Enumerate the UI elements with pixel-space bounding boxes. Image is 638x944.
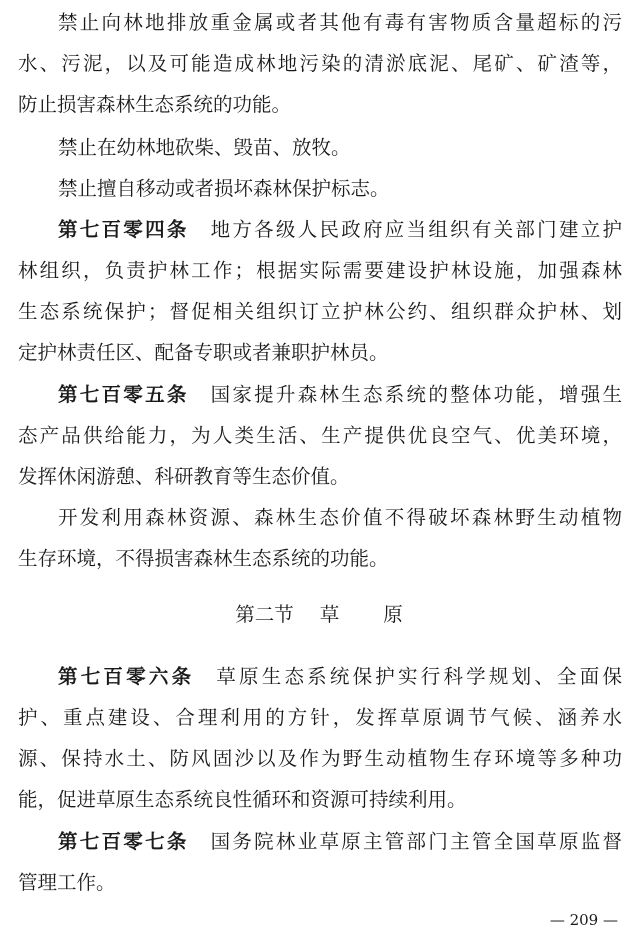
page-number: — 209 — <box>549 911 618 929</box>
text-line: 源、保持水土、防风固沙以及作为野生动植物生存环境等多种功 <box>18 747 622 770</box>
text-line: 国务院林业草原主管部门主管全国草原监督 <box>210 830 622 853</box>
text-line: 防止损害森林生态系统的功能。 <box>18 93 292 116</box>
text-line: 开发利用森林资源、森林生态价值不得破坏森林野生动植物 <box>58 506 622 529</box>
text-line: 定护林责任区、配备专职或者兼职护林员。 <box>18 341 389 364</box>
text-line: 禁止向林地排放重金属或者其他有毒有害物质含量超标的污 <box>58 11 622 34</box>
section-number: 第二节 <box>235 603 294 626</box>
text-line: 林组织，负责护林工作；根据实际需要建设护林设施，加强森林 <box>18 259 622 282</box>
section-title <box>0 602 638 628</box>
text-line: 地方各级人民政府应当组织有关部门建立护 <box>210 218 622 241</box>
text-line: 生存环境，不得损害森林生态系统的功能。 <box>18 547 389 570</box>
text-line: 生态系统保护；督促相关组织订立护林公约、组织群众护林、划 <box>18 300 622 323</box>
text-line: 禁止擅自移动或者损坏森林保护标志。 <box>58 177 390 200</box>
text-line: 发挥休闲游憩、科研教育等生态价值。 <box>18 465 350 488</box>
text-line: 草原生态系统保护实行科学规划、全面保 <box>216 665 622 688</box>
section-name-char: 草 <box>319 603 340 626</box>
article-heading: 第七百零四条 <box>58 218 189 241</box>
text-line: 水、污泥，以及可能造成林地污染的清淤底泥、尾矿、矿渣等， <box>18 52 622 75</box>
article-line <box>58 382 622 408</box>
text-line: 护、重点建设、合理利用的方针，发挥草原调节气候、涵养水 <box>18 706 622 729</box>
text-line: 管理工作。 <box>18 871 116 894</box>
article-heading: 第七百零六条 <box>58 665 195 688</box>
article-line <box>58 829 622 855</box>
text-line: 禁止在幼林地砍柴、毁苗、放牧。 <box>58 136 351 159</box>
article-heading: 第七百零五条 <box>58 383 189 406</box>
section-name-char: 原 <box>383 603 403 626</box>
text-line: 国家提升森林生态系统的整体功能，增强生 <box>210 383 622 406</box>
article-heading: 第七百零七条 <box>58 830 189 853</box>
article-line <box>58 217 622 243</box>
text-line: 态产品供给能力，为人类生活、生产提供优良空气、优美环境， <box>18 424 622 447</box>
text-line: 能，促进草原生态系统良性循环和资源可持续利用。 <box>18 788 467 811</box>
article-line <box>58 664 622 690</box>
